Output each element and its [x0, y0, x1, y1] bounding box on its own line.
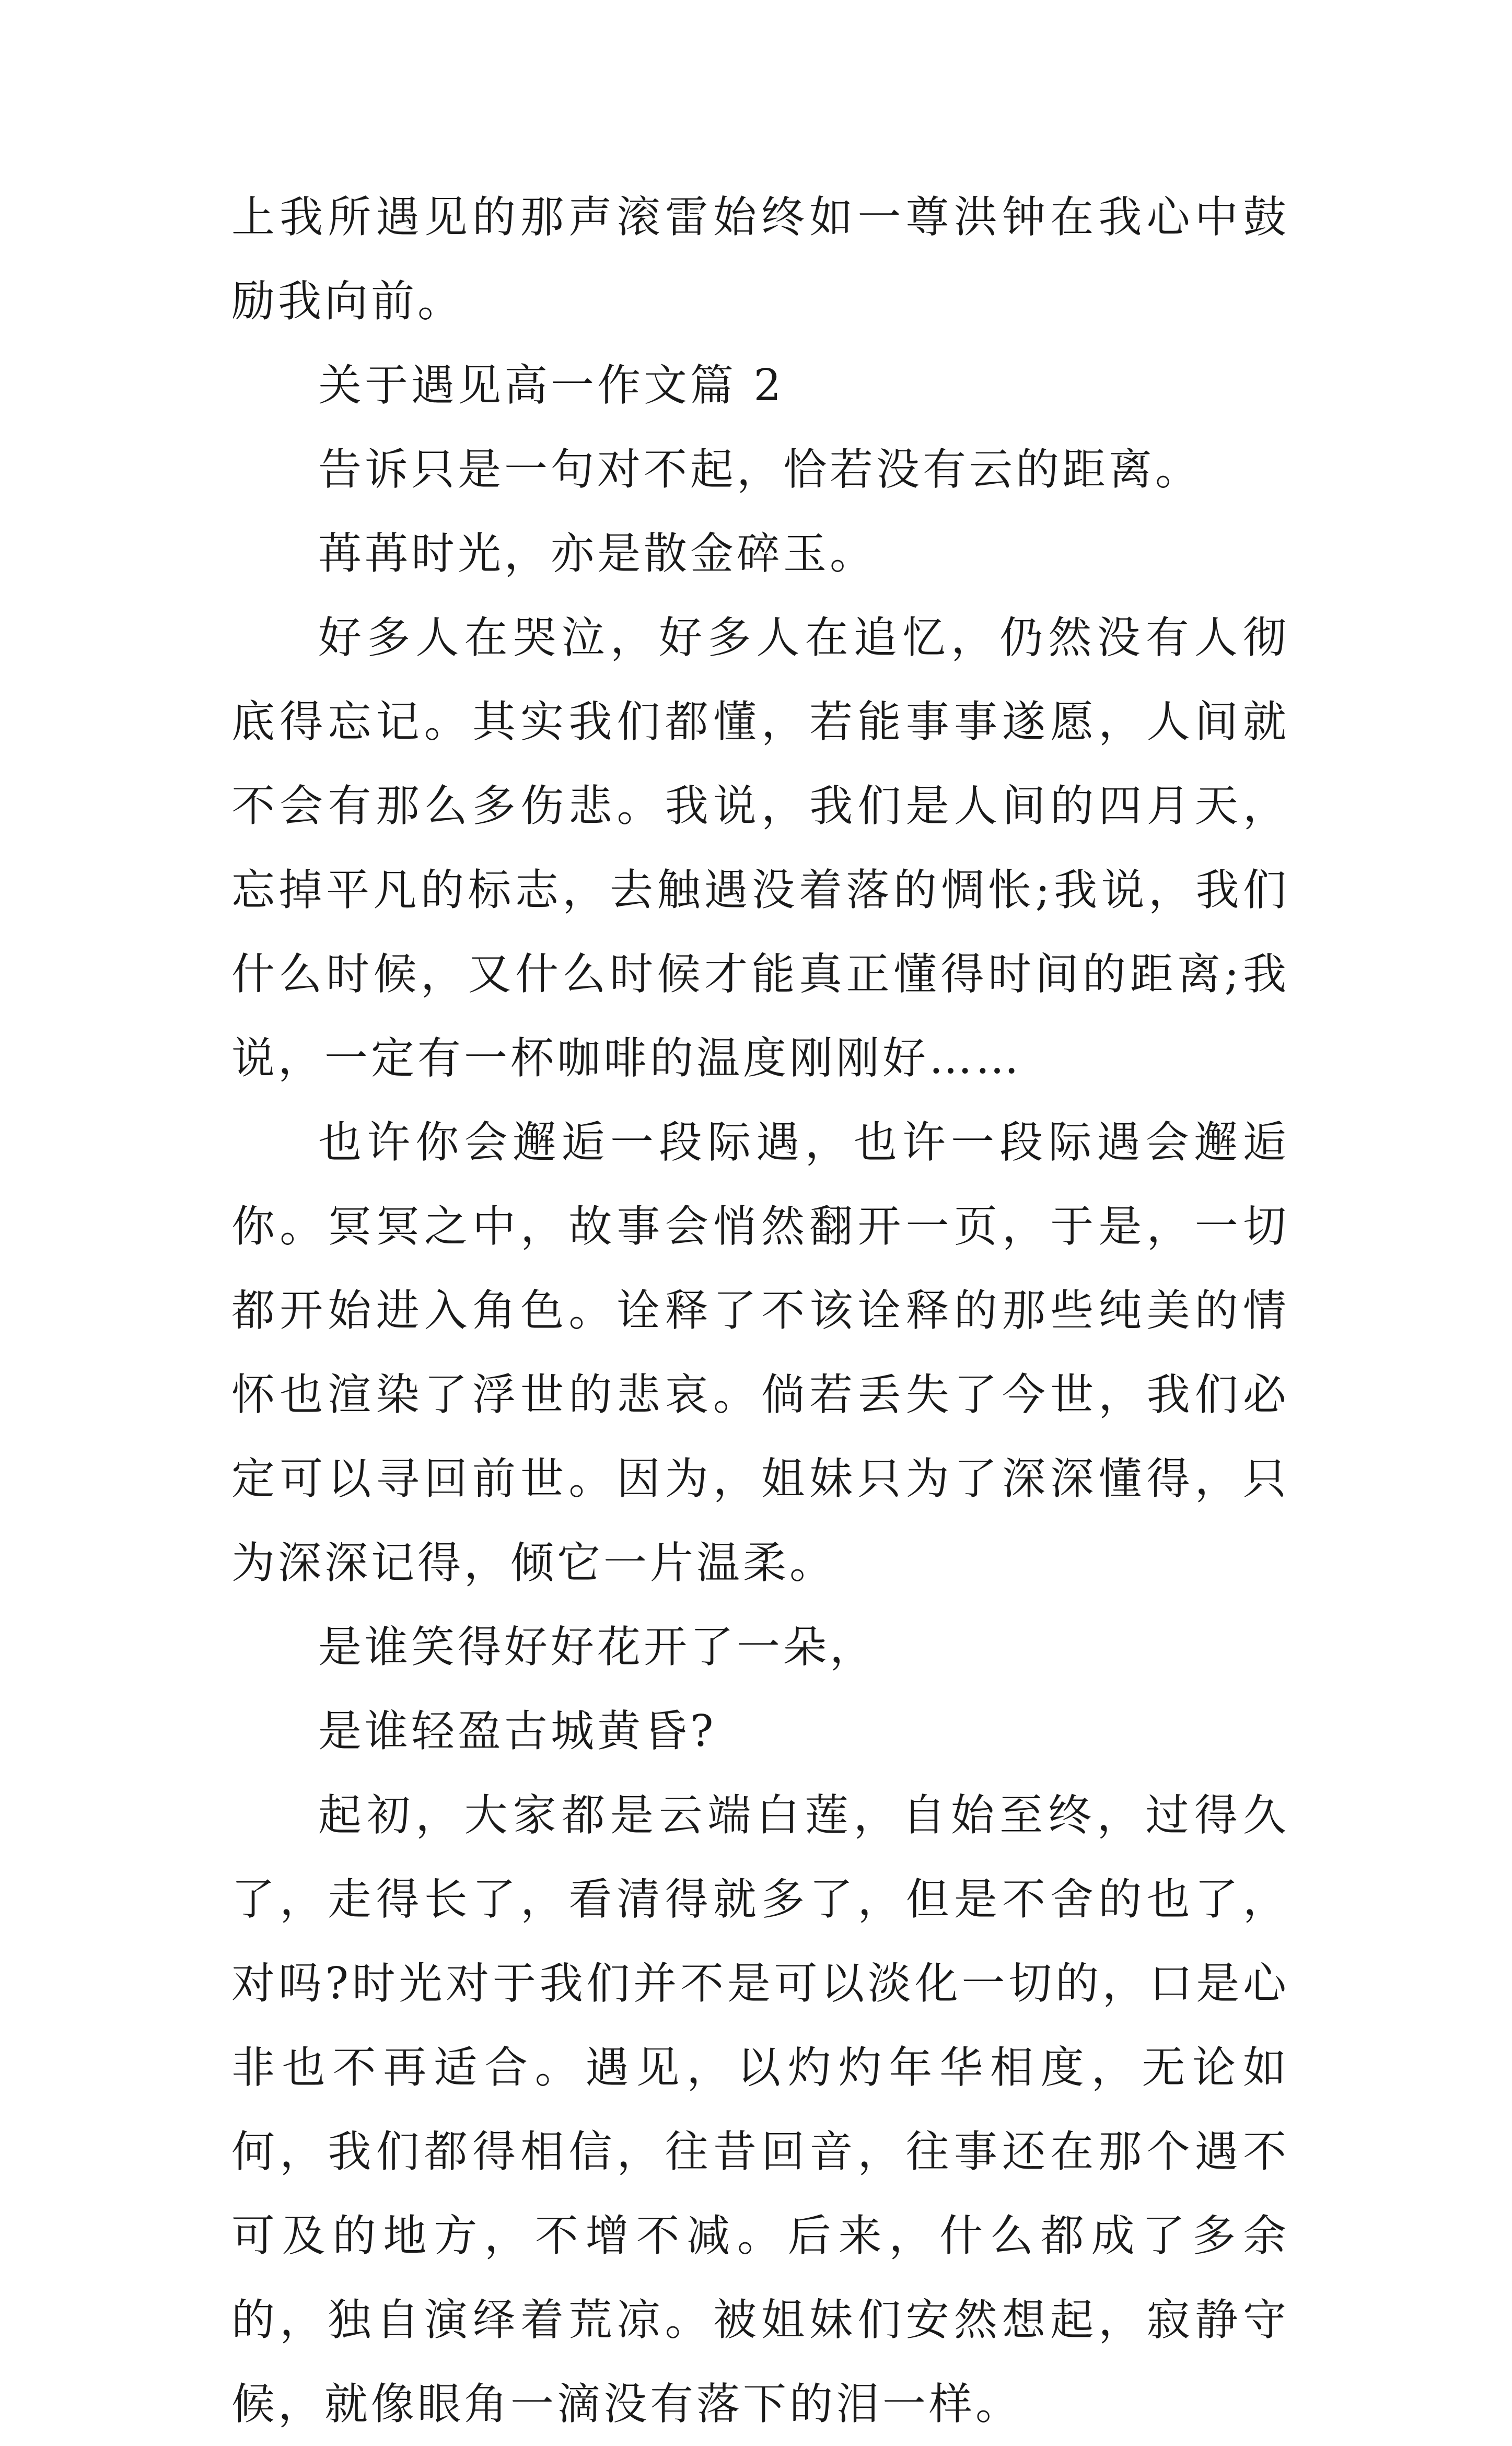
- paragraph-9: 起初，大家都是云端白莲，自始至终，过得久了，走得长了，看清得就多了，但是不舍的也了，对吗?时光对于我们并不是可以淡化一切的，口是心非也不再适合。遇见，以灼灼年华相度，无论如何，我们都得相信，往昔回音，往事还在那个遇不可及的地方，不增不减。后来，什么都成了多余的，独自演绎着荒凉。被姐妹们安然想起，寂静守候，就像眼角一滴没有落下的泪一样。: [231, 1790, 1289, 2429]
- section-heading: 关于遇见高一作文篇 2: [318, 360, 785, 411]
- paragraph-8: 是谁轻盈古城黄昏?: [318, 1706, 717, 1756]
- paragraph-1: 上我所遇见的那声滚雷始终如一尊洪钟在我心中鼓励我向前。: [231, 192, 1289, 327]
- paragraph-7: 是谁笑得好好花开了一朵，: [318, 1622, 876, 1672]
- document-body: [231, 175, 1289, 2446]
- paragraph-4: 苒苒时光，亦是散金碎玉。: [318, 528, 876, 579]
- paragraph-5: 好多人在哭泣，好多人在追忆，仍然没有人彻底得忘记。其实我们都懂，若能事事遂愿，人间就不会有那么多伤悲。我说，我们是人间的四月天，忘掉平凡的标志，去触遇没着落的惆怅;我说，我们什么时候，又什么时候才能真正懂得时间的距离;我说，一定有一杯咖啡的温度刚刚好……: [231, 612, 1289, 1084]
- paragraph-6: 也许你会邂逅一段际遇，也许一段际遇会邂逅你。冥冥之中，故事会悄然翻开一页，于是，一切都开始进入角色。诠释了不该诠释的那些纯美的情怀也渲染了浮世的悲哀。倘若丢失了今世，我们必定可以寻回前世。因为，姐妹只为了深深懂得，只为深深记得，倾它一片温柔。: [231, 1117, 1289, 1588]
- paragraph-3: 告诉只是一句对不起，恰若没有云的距离。: [318, 444, 1202, 495]
